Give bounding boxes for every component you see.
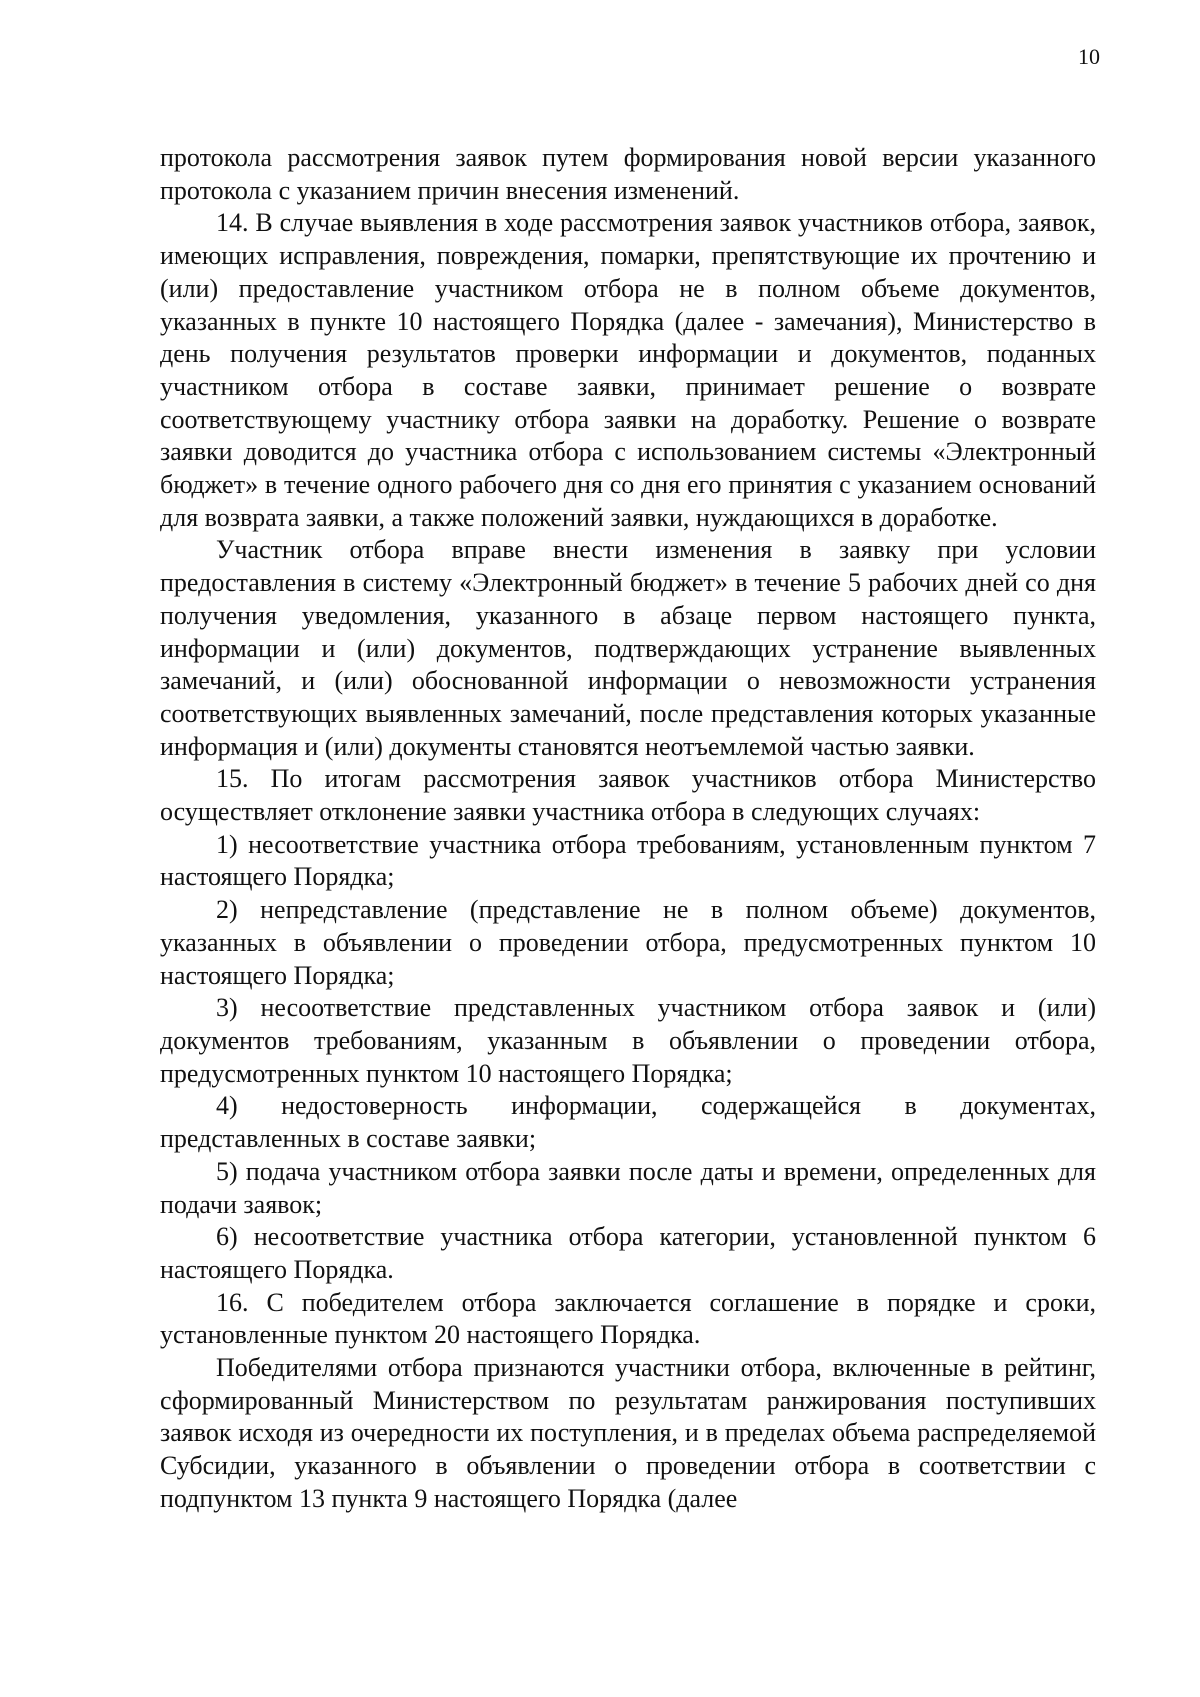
paragraph-continuation: протокола рассмотрения заявок путем формирования новой версии указанного протокола с указанием причин внесения изменений. <box>160 143 1096 205</box>
paragraph-item-16: 16. С победителем отбора заключается соглашение в порядке и сроки, установленные пунктом 20 настоящего Порядка. <box>160 1287 1096 1350</box>
paragraph-item-15: 15. По итогам рассмотрения заявок участников отбора Министерство осуществляет отклонение заявки участника отбора в следующих случаях: <box>160 764 1096 827</box>
list-item-3: 3) несоответствие представленных участником отбора заявок и (или) документов требованиям, указанным в объявлении о проведении отбора, предусмотренных пунктом 10 настоящего Порядка; <box>160 993 1096 1088</box>
list-item-5: 5) подача участником отбора заявки после даты и времени, определенных для подачи заявок; <box>160 1156 1096 1219</box>
paragraph-item-16-part-2: Победителями отбора признаются участники отбора, включенные в рейтинг, сформированный Министерством по результатам ранжирования поступивших заявок исходя из очередности их поступления, и в пределах объема распределяемой Субсидии, указанного в объявлении о проведении отбора в соответствии с подпунктом 13 пункта 9 настоящего Порядка (далее <box>160 1353 1096 1513</box>
list-item-4: 4) недостоверность информации, содержащейся в документах, представленных в составе заявки; <box>160 1091 1096 1154</box>
paragraph-item-14-part-2: Участник отбора вправе внести изменения в заявку при условии предоставления в систему «Электронный бюджет» в течение 5 рабочих дней со дня получения уведомления, указанного в абзаце первом настоящего пункта, информации и (или) документов, подтверждающих устранение выявленных замечаний, и (или) обоснованной информации о невозможности устранения соответствующих выявленных замечаний, после представления которых указанные информация и (или) документы становятся неотъемлемой частью заявки. <box>160 535 1096 761</box>
list-item-2: 2) непредставление (представление не в полном объеме) документов, указанных в объявлении о проведении отбора, предусмотренных пунктом 10 настоящего Порядка; <box>160 895 1096 990</box>
list-item-1: 1) несоответствие участника отбора требованиям, установленным пунктом 7 настоящего Порядка; <box>160 829 1096 892</box>
paragraph-item-14: 14. В случае выявления в ходе рассмотрения заявок участников отбора, заявок, имеющих исправления, повреждения, помарки, препятствующие их прочтению и (или) предоставление участником отбора не в полном объеме документов, указанных в пункте 10 настоящего Порядка (далее - замечания), Министерство в день получения результатов проверки информации и документов, поданных участником отбора в составе заявки, принимает решение о возврате соответствующему участнику отбора заявки на доработку. Решение о возврате заявки доводится до участника отбора с использованием системы «Электронный бюджет» в течение одного рабочего дня со дня его принятия с указанием оснований для возврата заявки, а также положений заявки, нуждающихся в доработке. <box>160 208 1096 532</box>
document-body <box>160 142 1096 1516</box>
list-item-6: 6) несоответствие участника отбора категории, установленной пунктом 6 настоящего Порядка. <box>160 1222 1096 1284</box>
page-number: 10 <box>1078 44 1100 69</box>
